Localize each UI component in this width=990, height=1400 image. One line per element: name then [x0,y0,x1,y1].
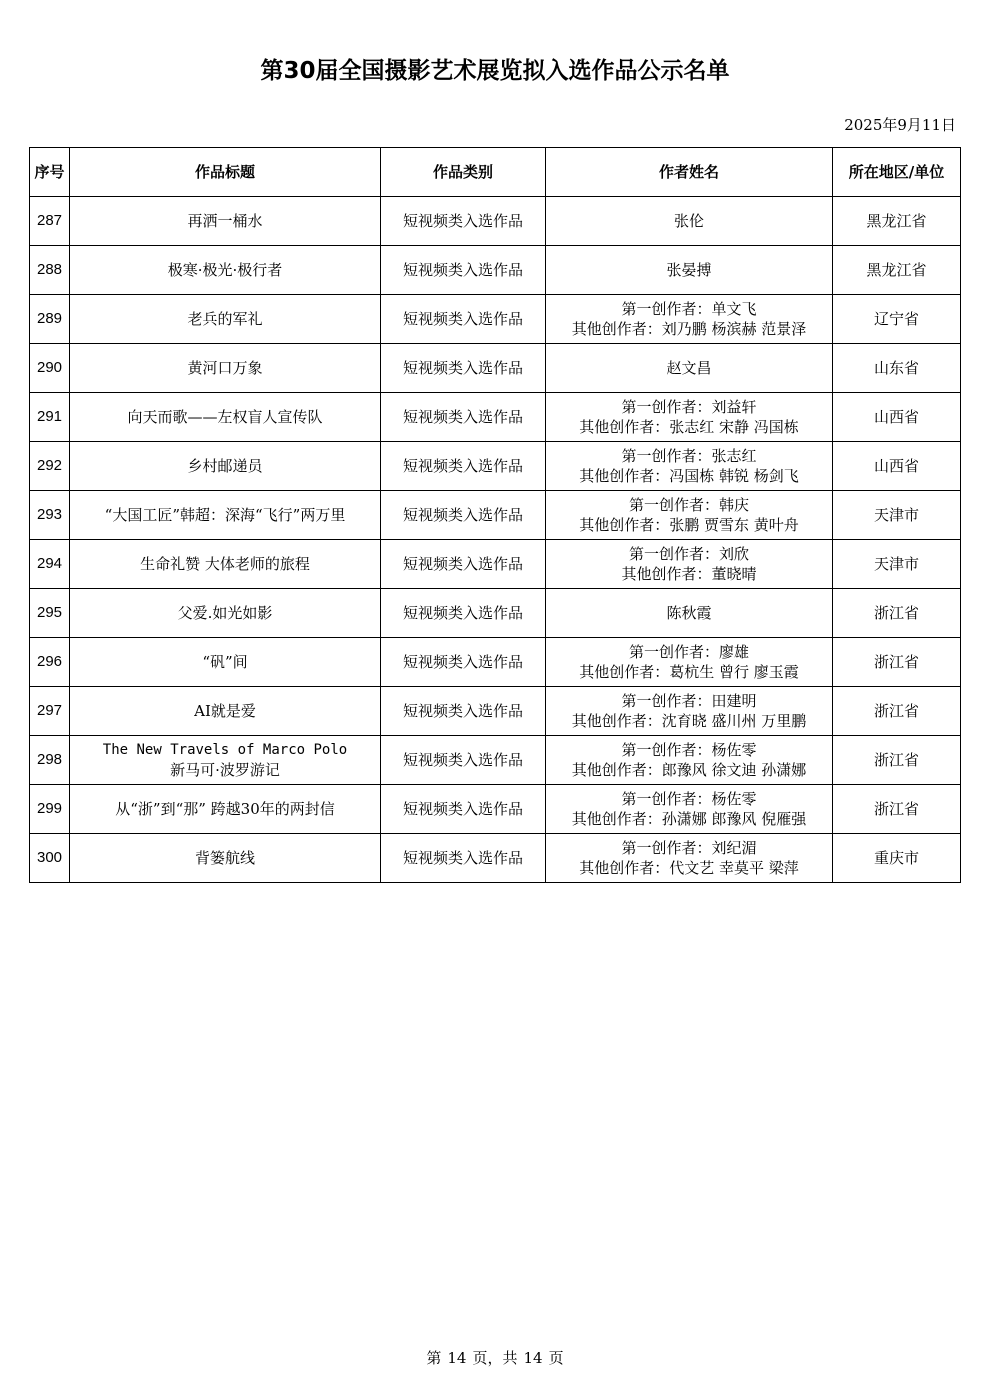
publish-date: 2025年9月11日 [844,116,956,134]
row-category: 短视频类入选作品 [381,687,546,736]
row-author [546,246,833,295]
author-line: 赵文昌 [666,359,712,377]
author-line: 第一创作者：单文飞 [621,300,757,318]
table-row [30,736,961,785]
row-author [546,638,833,687]
table-row [30,197,961,246]
header-number: 序号 [30,148,70,197]
row-number: 299 [30,785,70,834]
row-category: 短视频类入选作品 [381,589,546,638]
work-title-line: 向天而歌——左权盲人宣传队 [127,408,323,426]
table-row [30,344,961,393]
author-line: 其他创作者：沈育晓 盛川州 万里鹏 [571,712,807,730]
table-row [30,246,961,295]
row-category: 短视频类入选作品 [381,736,546,785]
row-number: 292 [30,442,70,491]
work-title-line: 生命礼赞 大体老师的旅程 [140,555,310,573]
work-title-line: 新马可·波罗游记 [170,761,280,779]
work-title-line: AI就是爱 [194,702,256,720]
author-line: 第一创作者：韩庆 [628,496,749,514]
table-body [30,197,961,883]
row-region: 辽宁省 [833,295,961,344]
row-author [546,540,833,589]
page-footer [0,1347,990,1368]
row-work-title [70,246,381,295]
row-number: 293 [30,491,70,540]
row-region: 浙江省 [833,589,961,638]
row-category: 短视频类入选作品 [381,442,546,491]
row-author [546,785,833,834]
row-number: 290 [30,344,70,393]
row-region: 浙江省 [833,687,961,736]
row-region: 黑龙江省 [833,246,961,295]
row-author [546,589,833,638]
row-author [546,834,833,883]
work-title-line: 从“浙”到“那” 跨越30年的两封信 [115,800,335,818]
row-work-title [70,638,381,687]
author-line: 其他创作者：张鹏 贾雪东 黄叶舟 [579,516,799,534]
row-category: 短视频类入选作品 [381,540,546,589]
row-author [546,491,833,540]
author-line: 其他创作者：冯国栋 韩锐 杨剑飞 [579,467,799,485]
page-label-mid: 页，共 [472,1349,518,1367]
work-title-line: The New Travels of Marco Polo [102,742,348,758]
table-header-row [30,148,961,197]
row-category: 短视频类入选作品 [381,638,546,687]
work-title-line: 背篓航线 [194,849,255,867]
row-category: 短视频类入选作品 [381,834,546,883]
row-work-title [70,295,381,344]
row-author [546,442,833,491]
header-author: 作者姓名 [546,148,833,197]
author-line: 第一创作者：杨佐零 [621,790,757,808]
work-title-line: 极寒·极光·极行者 [167,261,283,279]
row-category: 短视频类入选作品 [381,246,546,295]
row-work-title [70,442,381,491]
table-row [30,491,961,540]
table-row [30,687,961,736]
table-row [30,540,961,589]
row-number: 287 [30,197,70,246]
author-line: 其他创作者：葛杭生 曾行 廖玉霞 [579,663,799,681]
work-title-line: “矾”间 [202,653,248,671]
author-line: 其他创作者：刘乃鹏 杨滨赫 范景泽 [571,320,807,338]
row-work-title [70,344,381,393]
author-line: 其他创作者：郎豫风 徐文迪 孙潇娜 [571,761,807,779]
row-region: 天津市 [833,491,961,540]
row-work-title [70,393,381,442]
row-region: 浙江省 [833,785,961,834]
row-region: 天津市 [833,540,961,589]
header-region: 所在地区/单位 [833,148,961,197]
author-line: 其他创作者：张志红 宋静 冯国栋 [579,418,799,436]
author-line: 第一创作者：张志红 [621,447,757,465]
row-work-title [70,736,381,785]
row-number: 296 [30,638,70,687]
author-line: 其他创作者：代文艺 幸莫平 梁萍 [579,859,799,877]
row-category: 短视频类入选作品 [381,295,546,344]
row-work-title [70,785,381,834]
row-region: 山东省 [833,344,961,393]
row-number: 291 [30,393,70,442]
row-work-title [70,589,381,638]
work-title-line: 再洒一桶水 [187,212,263,230]
author-line: 第一创作者：刘纪湄 [621,839,757,857]
table-row [30,393,961,442]
work-title-line: 老兵的军礼 [187,310,263,328]
page-label-prefix: 第 [426,1349,442,1367]
author-line: 张晏搏 [666,261,712,279]
page-current: 14 [447,1349,467,1367]
row-number: 289 [30,295,70,344]
table-row [30,295,961,344]
header-category: 作品类别 [381,148,546,197]
row-category: 短视频类入选作品 [381,393,546,442]
row-author [546,197,833,246]
author-line: 张伦 [673,212,704,230]
work-title-line: 父爱.如光如影 [177,604,273,622]
row-author [546,393,833,442]
row-category: 短视频类入选作品 [381,344,546,393]
row-region: 山西省 [833,393,961,442]
row-number: 298 [30,736,70,785]
author-line: 第一创作者：刘欣 [628,545,749,563]
row-number: 295 [30,589,70,638]
work-title-line: 黄河口万象 [187,359,263,377]
row-region: 重庆市 [833,834,961,883]
page-total: 14 [523,1349,543,1367]
work-title-line: “大国工匠”韩超：深海“飞行”两万里 [104,506,346,524]
row-author [546,344,833,393]
row-work-title [70,834,381,883]
selection-table [29,147,961,883]
author-line: 第一创作者：刘益轩 [621,398,757,416]
row-region: 浙江省 [833,638,961,687]
row-category: 短视频类入选作品 [381,491,546,540]
work-title-line: 乡村邮递员 [187,457,263,475]
author-line: 第一创作者：杨佐零 [621,741,757,759]
author-line: 其他创作者：孙潇娜 郎豫风 倪雁强 [571,810,807,828]
row-number: 294 [30,540,70,589]
row-work-title [70,687,381,736]
author-line: 第一创作者：廖雄 [628,643,749,661]
row-number: 297 [30,687,70,736]
author-line: 其他创作者：董晓晴 [621,565,757,583]
author-line: 陈秋霞 [666,604,712,622]
row-category: 短视频类入选作品 [381,197,546,246]
row-author [546,736,833,785]
row-region: 浙江省 [833,736,961,785]
row-region: 黑龙江省 [833,197,961,246]
row-category: 短视频类入选作品 [381,785,546,834]
table-row [30,589,961,638]
row-author [546,295,833,344]
page-label-suffix: 页 [548,1349,564,1367]
table-row [30,785,961,834]
row-work-title [70,491,381,540]
row-work-title [70,540,381,589]
table-row [30,834,961,883]
row-number: 288 [30,246,70,295]
page-title: 第30届全国摄影艺术展览拟入选作品公示名单 [260,58,730,84]
row-author [546,687,833,736]
row-work-title [70,197,381,246]
author-line: 第一创作者：田建明 [621,692,757,710]
row-number: 300 [30,834,70,883]
row-region: 山西省 [833,442,961,491]
table-row [30,442,961,491]
table-row [30,638,961,687]
header-work-title: 作品标题 [70,148,381,197]
